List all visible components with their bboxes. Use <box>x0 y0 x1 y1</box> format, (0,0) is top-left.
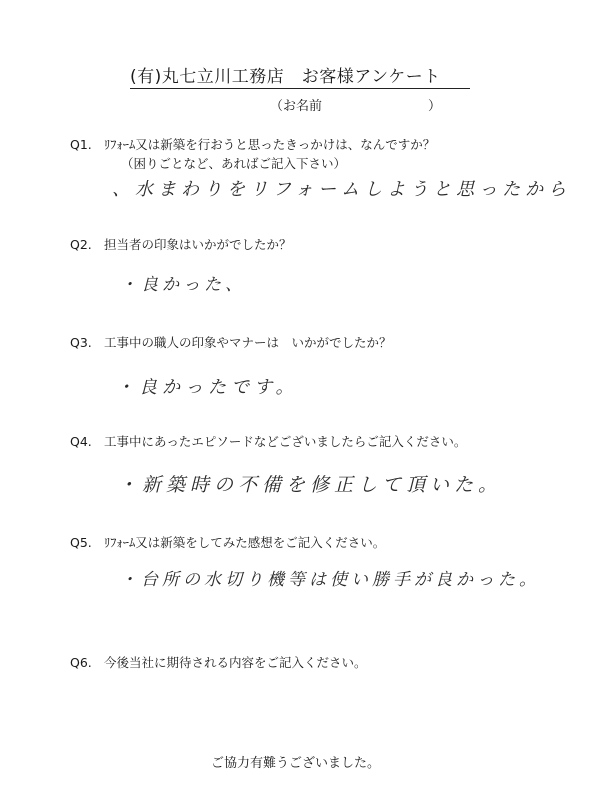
question-text: 工事中の職人の印象やマナーは いかがでしたか？ <box>104 335 392 350</box>
question-1-note: （困りごとなど、あればご記入下さい） <box>121 156 347 171</box>
question-number: Q5. <box>70 535 92 550</box>
thanks-message: ご協力有難うございました。 <box>211 756 381 771</box>
question-number: Q1. <box>70 137 92 152</box>
question-text: ﾘﾌｫｰﾑ又は新築を行おうと思ったきっかけは、なんですか？ <box>104 137 436 152</box>
answer-3: ・良かったです。 <box>116 377 299 398</box>
name-label: （お名前 <box>270 99 323 114</box>
answer-1: 、水まわりをリフォームしようと思ったから <box>112 179 572 200</box>
page-title: (有)丸七立川工務店 お客様アンケート <box>130 62 470 89</box>
question-4 <box>70 432 466 450</box>
question-text: 担当者の印象はいかがでしたか？ <box>104 237 292 252</box>
question-text: ﾘﾌｫｰﾑ又は新築をしてみた感想をご記入ください。 <box>104 535 386 550</box>
question-number: Q3. <box>70 335 92 350</box>
name-field <box>270 95 440 114</box>
question-number: Q4. <box>70 434 92 449</box>
answer-4: ・新築時の不備を修正して頂いた。 <box>118 474 503 496</box>
question-3 <box>70 333 392 351</box>
answer-2: ・良かった、 <box>120 275 246 295</box>
answer-5: ・台所の水切り機等は使い勝手が良かった。 <box>120 570 540 590</box>
question-text: 今後当社に期待される内容をご記入ください。 <box>104 655 367 670</box>
question-number: Q6. <box>70 655 92 670</box>
question-text: 工事中にあったエピソードなどございましたらご記入ください。 <box>104 434 467 449</box>
question-2 <box>70 235 292 253</box>
question-6 <box>70 653 367 671</box>
name-close-paren: ） <box>428 99 442 114</box>
question-5 <box>70 533 385 551</box>
question-number: Q2. <box>70 237 92 252</box>
question-1 <box>70 135 435 153</box>
